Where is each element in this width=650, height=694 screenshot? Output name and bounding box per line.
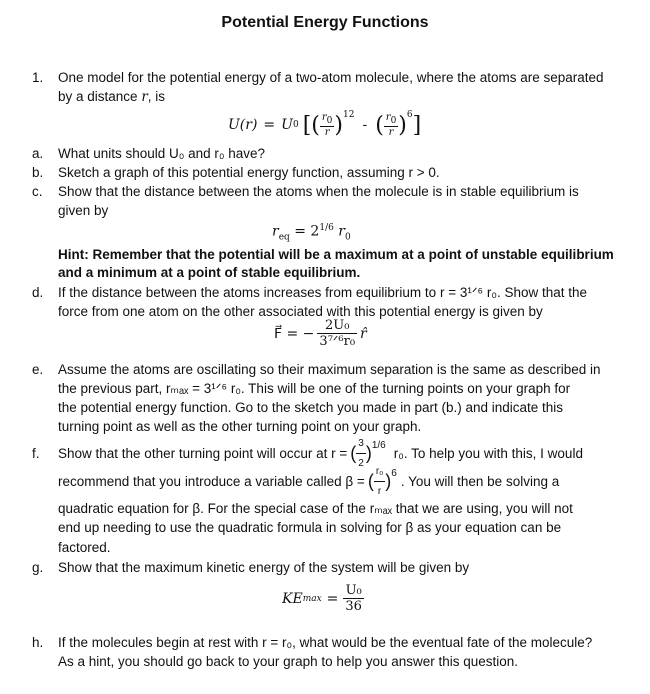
right-paren-2: ) [398,112,407,138]
q1-line2-suffix: , is [147,89,166,104]
part-d-line2: force from one atom on the other associated with this potential energy is given by [58,304,543,319]
part-e-line3: the potential energy function. Go to the sketch you made in part (b.) and indicate this [58,400,564,415]
part-f-line5: factored. [58,540,111,555]
part-e-line4: turning point as well as the other turning point on your graph. [58,419,422,434]
part-b-label: b. [32,165,44,180]
q1-line2-prefix: by a distance [58,89,142,104]
part-f-line1: Show that the other turning point will occur at r = ( $\frac{3}{2}$ ) $^{1/6}$ r₀. To help you with this, I would [58,436,583,470]
eq-coef-sub: 0 [292,120,299,130]
force-equation: F⃗ = − $\frac{\text{2U₀}}{\text{3⁷ᐟ⁶r₀}}$ r̂ [274,318,367,349]
part-h-line1: If the molecules begin at rest with r = r₀, what would be the eventual fate of the molecule? [58,635,593,650]
part-c-line1: Show that the distance between the atoms when the molecule is in stable equilibrium is [58,184,579,199]
right-bracket: ] [412,112,422,138]
part-b-text: Sketch a graph of this potential energy function, assuming r > 0. [58,165,440,180]
left-bracket: [ [302,112,312,138]
part-c-line2: given by [58,203,109,218]
part-e-line2: the previous part, rₘₐₓ = 3¹ᐟ⁶ r₀. This will be one of the turning points on your graph for [58,381,571,396]
potential-equation [228,108,421,142]
part-d-line1: If the distance between the atoms increases from equilibrium to r = 3¹ᐟ⁶ r₀. Show that the [58,285,588,300]
part-a-label: a. [32,146,44,161]
exp-6: 6 [406,110,413,120]
ke-equation: KE max = $\frac{\text{U₀}}{36}$ [282,583,362,614]
part-e-label: e. [32,362,44,377]
part-a-text: What units should U₀ and r₀ have? [58,146,266,161]
part-d-label: d. [32,285,44,300]
force-fraction: $\frac{\text{2U₀}}{\text{3⁷ᐟ⁶r₀}}$ [319,318,356,349]
ratio-1: $\frac{r_0}{r}$ [321,112,333,138]
part-e-line1: Assume the atoms are oscillating so their maximum separation is the same as described in [58,362,601,377]
left-paren-2: ( [375,112,384,138]
part-f-line4: end up needing to use the quadratic formula in solving for β as your equation can be [58,520,562,535]
page-title: Potential Energy Functions [221,14,429,31]
part-f-label: f. [32,446,40,461]
part-c-label: c. [32,184,43,199]
part-f-line2: recommend that you introduce a variable called β = ( $\frac{\text{r₀}}{r}$ ) $^6$ . You will then be solving a [58,464,559,498]
part-h-label: h. [32,635,44,650]
req-equation: $r_{eq} = 2^{1/6}$ $r_0$ [272,223,351,243]
question-number: 1. [32,70,44,85]
left-paren-1: ( [311,112,320,138]
part-f-line3: quadratic equation for β. For the special case of the rₘₐₓ that we are using, you will not [58,501,573,516]
ke-fraction: $\frac{\text{U₀}}{36}$ [345,583,362,614]
eq-lhs: U(r) [228,117,258,133]
q1-line2 [58,87,165,107]
part-g-line1: Show that the maximum kinetic energy of the system will be given by [58,560,470,575]
hint-line2: and a minimum at a point of stable equilibrium. [58,265,361,280]
right-paren-1: ) [334,112,343,138]
part-g-label: g. [32,560,44,575]
exp-12: 12 [343,110,355,120]
q1-line1: One model for the potential energy of a two-atom molecule, where the atoms are separated [58,70,604,85]
part-h-line2: As a hint, you should go back to your graph to help you answer this question. [58,654,519,669]
eq-equals: = [263,117,276,133]
eq-coef: U [281,117,293,133]
hint-line1: Hint: Remember that the potential will be a maximum at a point of unstable equilibrium [58,247,614,262]
eq-minus: - [362,117,368,133]
q1-line2-var: r [141,89,148,105]
ratio-2: $\frac{r_0}{r}$ [385,112,397,138]
